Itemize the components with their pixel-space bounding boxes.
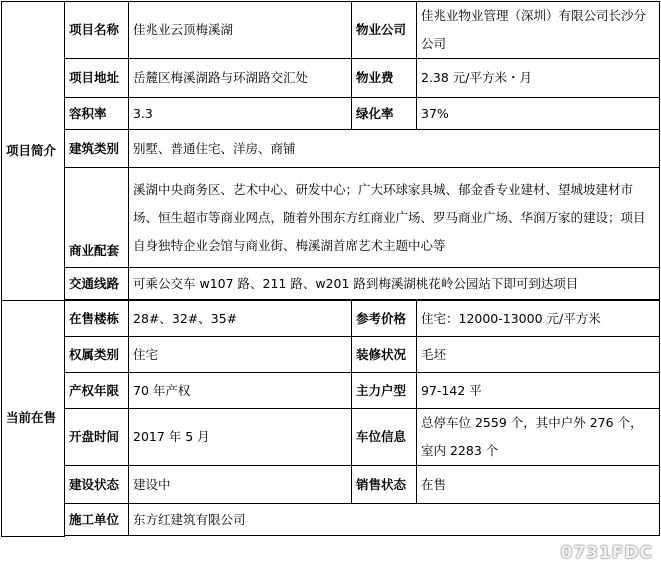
table-row <box>2 504 660 536</box>
value-traffic: 可乘公交车 w107 路、211 路、w201 路到梅溪湖桃花岭公园站下即可到达项目 <box>129 268 660 300</box>
label-traffic: 交通线路 <box>65 268 129 300</box>
value-commercial: 溪湖中央商务区、艺术中心、研发中心；广大环球家具城、郁金香专业建材、望城坡建材市场、恒生超市等商业网点，随着外围东方红商业广场、罗马商业广场、华润万家的建设；项目自身独特企业会馆与商业街、梅溪湖首席艺术主题中心等 <box>129 168 660 268</box>
section-label-current: 当前在售 <box>2 301 65 537</box>
label-buildings: 在售楼栋 <box>65 301 129 337</box>
label-property-company: 物业公司 <box>352 2 417 59</box>
value-construction: 建设中 <box>129 466 352 504</box>
label-property-fee: 物业费 <box>352 59 417 98</box>
value-property-term: 70 年产权 <box>129 373 352 409</box>
label-sales: 销售状态 <box>352 466 417 504</box>
table-row <box>2 2 660 59</box>
value-property-company: 佳兆业物业管理（深圳）有限公司长沙分公司 <box>417 2 660 59</box>
table-row <box>2 168 660 268</box>
value-parking: 总停车位 2559 个，其中户外 276 个，室内 2283 个 <box>417 409 660 466</box>
value-building-type: 别墅、普通住宅、洋房、商铺 <box>129 130 660 168</box>
label-main-units: 主力户型 <box>352 373 417 409</box>
value-opening: 2017 年 5 月 <box>129 409 352 466</box>
label-property-term: 产权年限 <box>65 373 129 409</box>
table-row <box>2 98 660 130</box>
table-row <box>2 337 660 373</box>
table-row <box>2 130 660 168</box>
label-price: 参考价格 <box>352 301 417 337</box>
table-row <box>2 59 660 98</box>
project-info-table <box>1 1 660 537</box>
label-ownership: 权属类别 <box>65 337 129 373</box>
value-sales: 在售 <box>417 466 660 504</box>
value-green-ratio: 37% <box>417 98 660 130</box>
value-main-units: 97-142 平 <box>417 373 660 409</box>
value-address: 岳麓区梅溪湖路与环湖路交汇处 <box>129 59 352 98</box>
label-construction: 建设状态 <box>65 466 129 504</box>
label-decoration: 装修状况 <box>352 337 417 373</box>
label-opening: 开盘时间 <box>65 409 129 466</box>
value-plot-ratio: 3.3 <box>129 98 352 130</box>
value-buildings: 28#、32#、35# <box>129 301 352 337</box>
label-address: 项目地址 <box>65 59 129 98</box>
label-project-name: 项目名称 <box>65 2 129 59</box>
label-parking: 车位信息 <box>352 409 417 466</box>
watermark: 0731FDC <box>560 543 653 563</box>
label-building-type: 建筑类别 <box>65 130 129 168</box>
table-row <box>2 409 660 466</box>
label-plot-ratio: 容积率 <box>65 98 129 130</box>
value-decoration: 毛坯 <box>417 337 660 373</box>
table-row <box>2 268 660 300</box>
label-commercial: 商业配套 <box>65 168 129 268</box>
value-ownership: 住宅 <box>129 337 352 373</box>
label-builder: 施工单位 <box>65 504 129 536</box>
value-property-fee: 2.38 元/平方米・月 <box>417 59 660 98</box>
table-row <box>2 466 660 504</box>
table-row <box>2 301 660 337</box>
table-row <box>2 373 660 409</box>
section-label-intro: 项目简介 <box>2 2 65 301</box>
label-green-ratio: 绿化率 <box>352 98 417 130</box>
value-price: 住宅：12000-13000 元/平方米 <box>417 301 660 337</box>
value-project-name: 佳兆业云顶梅溪湖 <box>129 2 352 59</box>
value-builder: 东方红建筑有限公司 <box>129 504 660 536</box>
